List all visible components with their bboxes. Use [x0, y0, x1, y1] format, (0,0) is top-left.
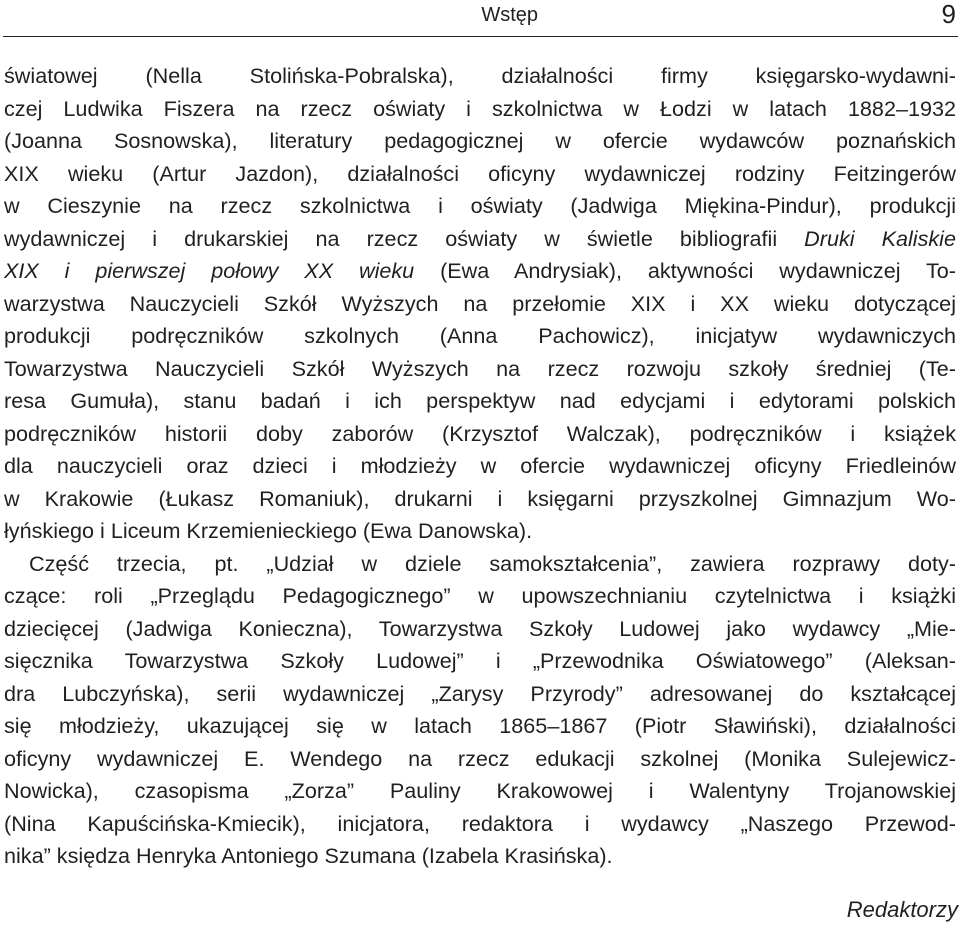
text-line: Nowicka), czasopisma „Zorza” Pauliny Krakowowej i Walentyny Trojanowskiej [4, 778, 956, 803]
text-line: oficyny wydawniczej E. Wendego na rzecz edukacji szkolnej (Monika Sulejewicz- [4, 745, 956, 771]
running-header-title: Wstęp [481, 4, 538, 26]
text-line: (Joanna Sosnowska), literatury pedagogicznej w ofercie wydawców poznańskich [4, 128, 956, 153]
text-line: dra Lubczyńska), serii wydawniczej „Zarysy Przyrody” adresowanej do kształcącej [4, 680, 956, 706]
text-line: czej Ludwika Fiszera na rzecz oświaty i szkolnictwa w Łodzi w latach 1882–1932 [4, 95, 956, 121]
text-line: podręczników historii doby zaborów (Krzysztof Walczak), podręczników i książek [4, 420, 956, 446]
text-line: Towarzystwa Nauczycieli Szkół Wyższych na rzecz rozwoju szkoły średniej (Te- [4, 355, 956, 381]
text-line [4, 255, 956, 288]
text-line: sięcznika Towarzystwa Szkoły Ludowej” i „Przewodnika Oświatowego” (Aleksan- [4, 648, 956, 673]
text-run: (Ewa Andrysiak), aktywności wydawniczej To- [414, 258, 956, 283]
text-line: światowej (Nella Stolińska-Pobralska), działalności firmy księgarsko-wydawni- [4, 63, 956, 88]
page-number: 9 [941, 0, 956, 29]
signature: Redaktorzy [846, 897, 958, 922]
text-run: wydawniczej i drukarskiej na rzecz oświaty w świetle bibliografii [4, 225, 805, 251]
text-line: (Nina Kapuścińska-Kmiecik), inicjatora, redaktora i wydawcy „Naszego Przewod- [4, 810, 956, 836]
italic-title-run: Druki Kaliskie [804, 225, 956, 251]
text-line: czące: roli „Przeglądu Pedagogicznego” w upowszechnianiu czytelnictwa i książki [4, 583, 956, 608]
text-line: nika” księdza Henryka Antoniego Szumana (Izabela Krasińska). [4, 843, 613, 868]
text-line: dla nauczycieli oraz dzieci i młodzieży w ofercie wydawniczej oficyny Friedleinów [4, 453, 956, 478]
text-line: dziecięcej (Jadwiga Konieczna), Towarzystwa Szkoły Ludowej jako wydawcy „Mie- [4, 615, 956, 641]
text-line: XIX wieku (Artur Jazdon), działalności oficyny wydawniczej rodziny Feitzingerów [4, 160, 956, 186]
text-line: w Cieszynie na rzecz szkolnictwa i oświaty (Jadwiga Miękina-Pindur), produkcji [4, 193, 956, 218]
text-line: się młodzieży, ukazującej się w latach 1865–1867 (Piotr Sławiński), działalności [4, 713, 956, 738]
text-line: łyńskiego i Liceum Krzemienieckiego (Ewa Danowska). [4, 518, 533, 543]
text-line [4, 223, 956, 256]
running-header [3, 0, 958, 37]
text-line: resa Gumuła), stanu badań i ich perspektyw nad edycjami i edytorami polskich [4, 388, 956, 413]
text-line: warzystwa Nauczycieli Szkół Wyższych na przełomie XIX i XX wieku dotyczącej [4, 290, 956, 316]
text-line: w Krakowie (Łukasz Romaniuk), drukarni i księgarni przyszkolnej Gimnazjum Wo- [4, 485, 956, 511]
italic-title-run: XIX i pierwszej połowy XX wieku [4, 258, 415, 283]
body-text [4, 60, 956, 873]
text-line: Część trzecia, pt. „Udział w dziele samokształcenia”, zawiera rozprawy doty- [29, 550, 956, 576]
text-line: produkcji podręczników szkolnych (Anna Pachowicz), inicjatyw wydawniczych [4, 323, 956, 348]
